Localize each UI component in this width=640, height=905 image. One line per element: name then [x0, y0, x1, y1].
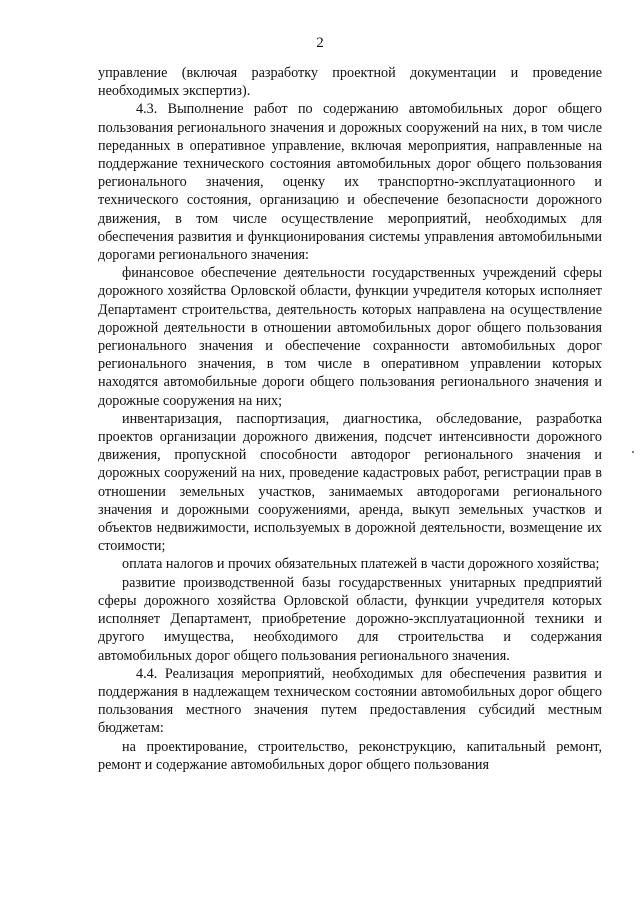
document-body — [98, 64, 602, 774]
paragraph-4-3: 4.3. Выполнение работ по содержанию автомобильных дорог общего пользования регионального значения и дорожных сооружений на них, в том числе переданных в оперативное управление, включая мероприятия, направленные на поддержание технического состояния автомобильных дорог общего пользования регионального значения, оценку их транспортно-эксплуатационного и технического состояния, организацию и обеспечение безопасности дорожного движения, в том числе осуществление мероприятий, необходимых для обеспечения развития и функционирования системы управления автомобильными дорогами регионального значения: — [98, 101, 602, 264]
list-item-development: развитие производственной базы государственных унитарных предприятий сферы дорожного хозяйства Орловской области, функции учредителя которых исполняет Департамент, приобретение дорожно-эксплуатационной техники и другого имущества, необходимого для строительства и содержания автомобильных дорог общего пользования регионального значения. — [98, 574, 602, 664]
list-item-inventory: инвентаризация, паспортизация, диагностика, обследование, разработка проектов организации дорожного движения, подсчет интенсивности дорожного движения, пропускной способности автодорог регионального значения и дорожных сооружений на них, проведение кадастровых работ, регистрации прав в отношении земельных участков, занимаемых автодорогами регионального значения и дорожными сооружениями, аренда, выкуп земельных участков и объектов недвижимости, используемых в дорожной деятельности, возмещение их стоимости; — [98, 410, 602, 555]
page-number: 2 — [316, 35, 324, 51]
scan-speck — [632, 451, 634, 453]
list-item-taxes: оплата налогов и прочих обязательных платежей в части дорожного хозяйства; — [122, 556, 600, 573]
list-item-financing: финансовое обеспечение деятельности государственных учреждений сферы дорожного хозяйства Орловской области, функции учредителя которых исполняет Департамент строительства, деятельность которых направлена на осуществление дорожной деятельности в отношении автомобильных дорог общего пользования регионального значения и обеспечение сохранности автомобильных дорог регионального значения, в том числе в оперативном управлении которых находятся автомобильные дороги общего пользования регионального значения и дорожные сооружения на них; — [98, 265, 602, 409]
paragraph-continuation: управление (включая разработку проектной документации и проведение необходимых экспертиз). — [98, 65, 602, 100]
paragraph-4-4: 4.4. Реализация мероприятий, необходимых для обеспечения развития и поддержания в надлежащем техническом состоянии автомобильных дорог общего пользования местного значения путем предоставления субсидий местным бюджетам: — [98, 665, 602, 737]
list-item-design: на проектирование, строительство, реконструкцию, капитальный ремонт, ремонт и содержание автомобильных дорог общего пользования — [98, 738, 602, 773]
